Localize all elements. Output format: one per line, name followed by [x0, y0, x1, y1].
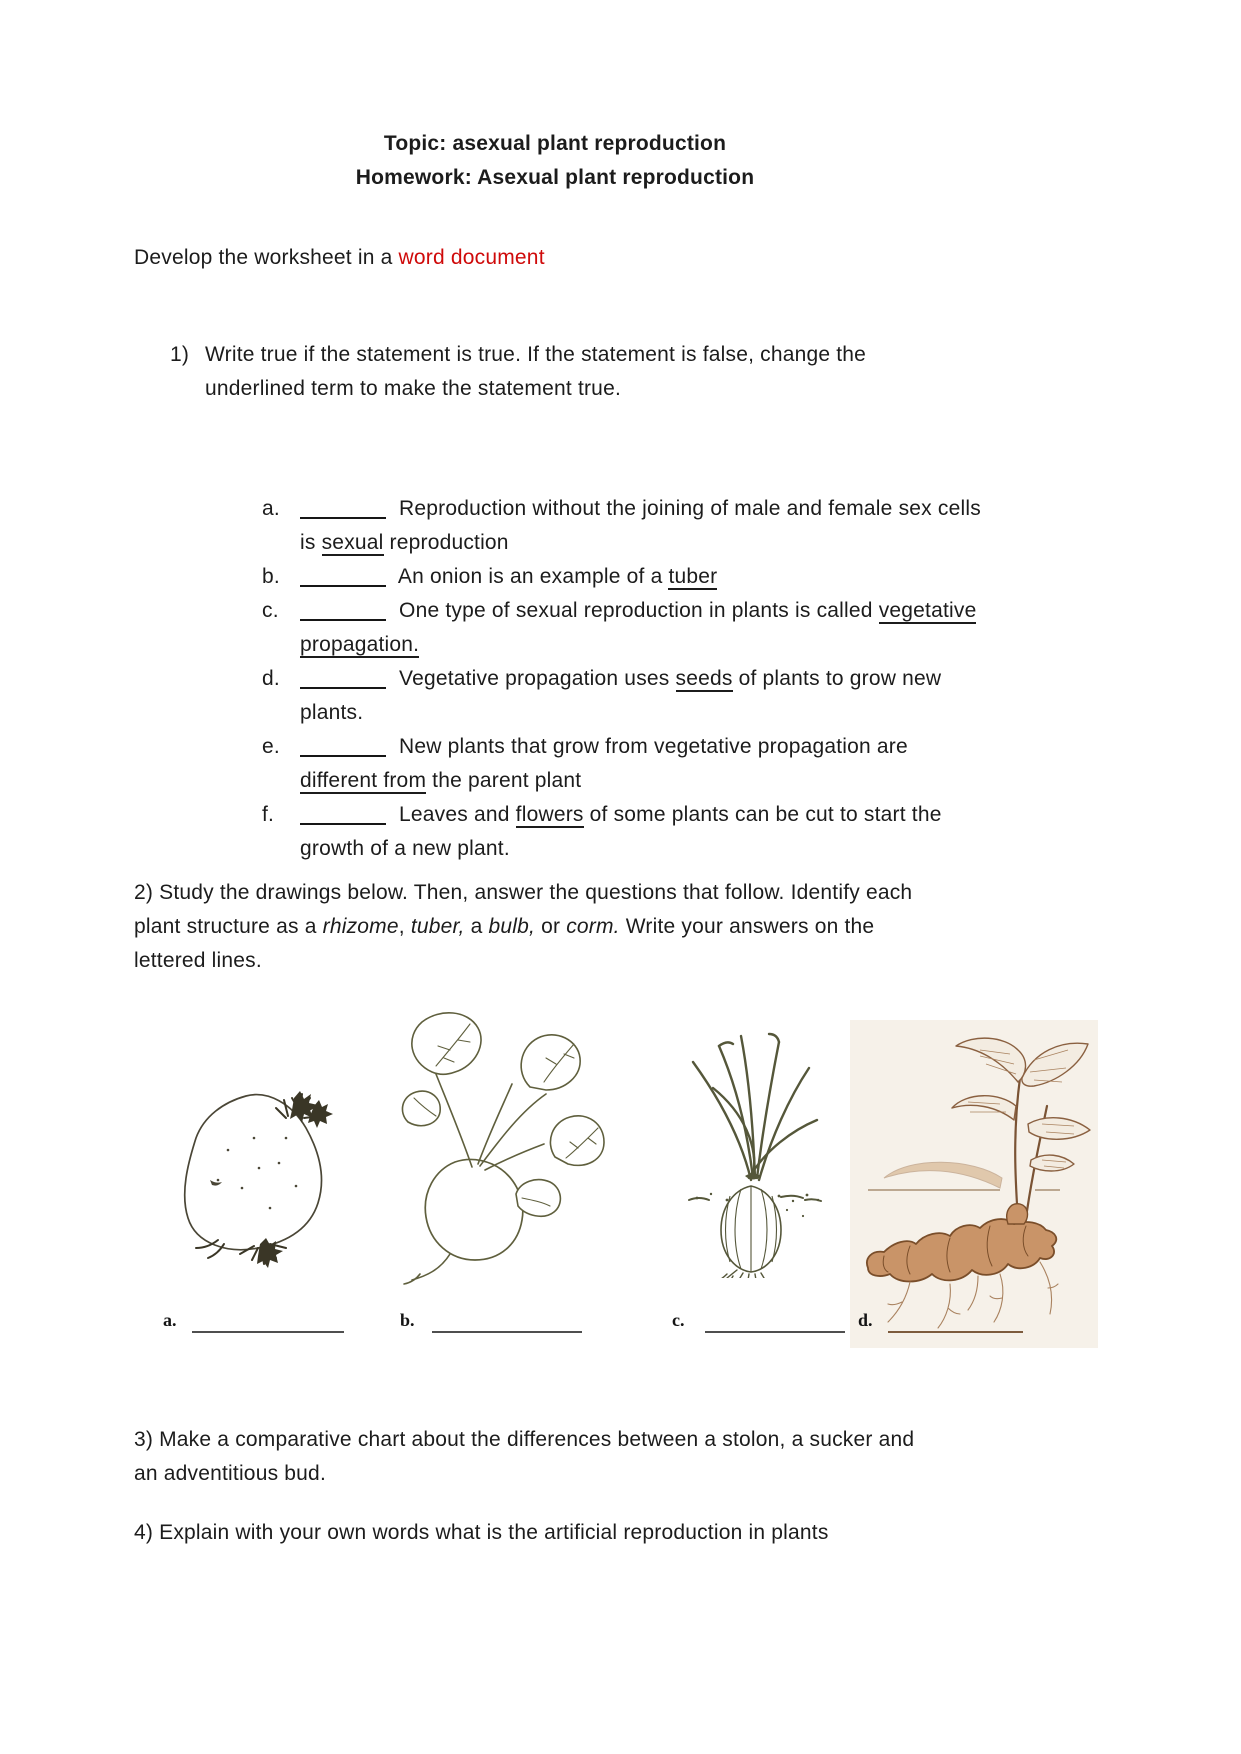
answer-line-b — [432, 1331, 582, 1333]
figure-label-d: d. — [858, 1310, 873, 1330]
q1-item-d-letter: d. — [262, 667, 280, 690]
q1-item-f-line-2: growth of a new plant. — [300, 837, 510, 860]
q1-prompt-line-2: underlined term to make the statement true. — [205, 377, 621, 400]
q1-item-b-letter: b. — [262, 565, 280, 588]
q1-item-d-line-2: plants. — [300, 701, 364, 724]
figure-label-b: b. — [400, 1310, 415, 1330]
intro-line: Develop the worksheet in a word document — [134, 246, 545, 269]
q1-item-a-letter: a. — [262, 497, 280, 520]
q1-item-c-line-1: One type of sexual reproduction in plants is called vegetative — [300, 594, 976, 628]
q1-item-a-line-2: is sexual reproduction — [300, 531, 509, 554]
q1-item-f-line-1: Leaves and flowers of some plants can be cut to start the — [300, 798, 942, 832]
potato-tuber-drawing — [158, 1068, 353, 1268]
turnip-root-drawing — [360, 1002, 650, 1292]
q2-prompt-line-2: plant structure as a rhizome, tuber, a bulb, or corm. Write your answers on the — [134, 915, 875, 938]
q1-item-e-line-1: New plants that grow from vegetative propagation are — [300, 730, 908, 764]
q1-item-e-letter: e. — [262, 735, 280, 758]
answer-line-c — [705, 1331, 845, 1333]
q3-line-1: 3) Make a comparative chart about the differences between a stolon, a sucker and — [134, 1428, 915, 1451]
q2-prompt-line-3: lettered lines. — [134, 949, 262, 972]
homework-title: Homework: Asexual plant reproduction — [355, 166, 755, 189]
q1-item-a-line-1: Reproduction without the joining of male and female sex cells — [300, 492, 981, 526]
topic-title: Topic: asexual plant reproduction — [383, 132, 727, 155]
q1-item-d-line-1: Vegetative propagation uses seeds of plants to grow new — [300, 662, 941, 696]
answer-line-d — [888, 1331, 1023, 1333]
q4-line-1: 4) Explain with your own words what is the artificial reproduction in plants — [134, 1521, 829, 1544]
q1-item-c-line-2: propagation. — [300, 633, 420, 656]
onion-bulb-drawing — [683, 1028, 828, 1278]
q1-item-c-letter: c. — [262, 599, 279, 622]
q1-item-e-line-2: different from the parent plant — [300, 769, 582, 792]
figure-label-c: c. — [672, 1310, 685, 1330]
ginger-rhizome-drawing — [850, 1020, 1098, 1348]
q1-item-f-letter: f. — [262, 803, 275, 826]
q1-item-b-line-1: An onion is an example of a tuber — [300, 560, 717, 594]
q1-number: 1) — [170, 343, 190, 366]
q2-prompt-line-1: 2) Study the drawings below. Then, answer the questions that follow. Identify each — [134, 881, 913, 904]
q3-line-2: an adventitious bud. — [134, 1462, 326, 1485]
q1-prompt-line-1: Write true if the statement is true. If the statement is false, change the — [205, 343, 867, 366]
figure-label-a: a. — [163, 1310, 177, 1330]
answer-line-a — [192, 1331, 344, 1333]
